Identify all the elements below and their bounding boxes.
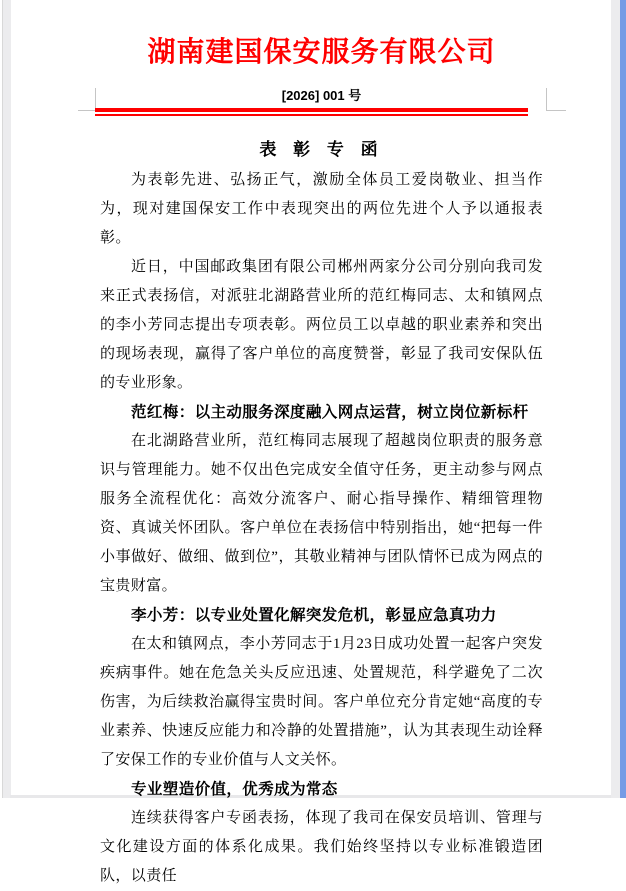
paragraph-summary: 连续获得客户专函表扬，体现了我司在保安员培训、管理与文化建设方面的体系化成果。我们始终坚持以专业标准锻造团队，以责任 — [100, 810, 543, 884]
text-boundary-mark-right — [546, 88, 566, 111]
header-divider-line-thin — [95, 114, 528, 116]
window-edge-right — [611, 0, 620, 798]
text-boundary-mark-left — [78, 88, 96, 111]
paragraph-background: 近日，中国邮政集团有限公司郴州两家分公司分别向我司发来正式表扬信，对派驻北湖路营业所的范红梅同志、太和镇网点的李小芳同志提出专项表彰。两位员工以卓越的职业素养和突出的现场表现，赢得了客户单位的高度赞誉，彰显了我司安保队伍的专业形象。 — [100, 259, 543, 391]
document-body — [100, 166, 543, 891]
window-edge-left — [2, 0, 11, 798]
paragraph-lixiaofang: 在太和镇网点，李小芳同志于1月23日成功处置一起客户突发疾病事件。她在危急关头反应迅速、处置规范，科学避免了二次伤害，为后续救治赢得宝贵时间。客户单位充分肯定她“高度的专业素养、快速反应能力和冷静的处置措施”，认为其表现生动诠释了安保工作的专业价值与人文关怀。 — [100, 636, 543, 768]
header-divider-line — [95, 108, 528, 116]
section-heading-fanhongmei: 范红梅：以主动服务深度融入网点运营，树立岗位新标杆 — [131, 404, 529, 421]
section-heading-summary: 专业塑造价值，优秀成为常态 — [131, 781, 338, 798]
section-heading-lixiaofang: 李小芳：以专业处置化解突发危机，彰显应急真功力 — [131, 607, 497, 624]
document-number: [2026] 001 号 — [281, 88, 362, 103]
company-title: 湖南建国保安服务有限公司 — [147, 37, 496, 68]
paragraph-fanhongmei: 在北湖路营业所，范红梅同志展现了超越岗位职责的服务意识与管理能力。她不仅出色完成安全值守任务，更主动参与网点服务全流程优化：高效分流客户、耐心指导操作、精细管理物资、真诚关怀团队。客户单位在表扬信中特别指出，她“把每一件小事做好、做细、做到位”，其敬业精神与团队情怀已成为网点的宝贵财富。 — [100, 433, 543, 594]
document-title: 表 彰 专 函 — [259, 140, 384, 159]
paragraph-intro: 为表彰先进、弘扬正气，激励全体员工爱岗敬业、担当作为，现对建国保安工作中表现突出的两位先进个人予以通报表彰。 — [100, 172, 543, 246]
scrollbar[interactable] — [620, 0, 626, 798]
